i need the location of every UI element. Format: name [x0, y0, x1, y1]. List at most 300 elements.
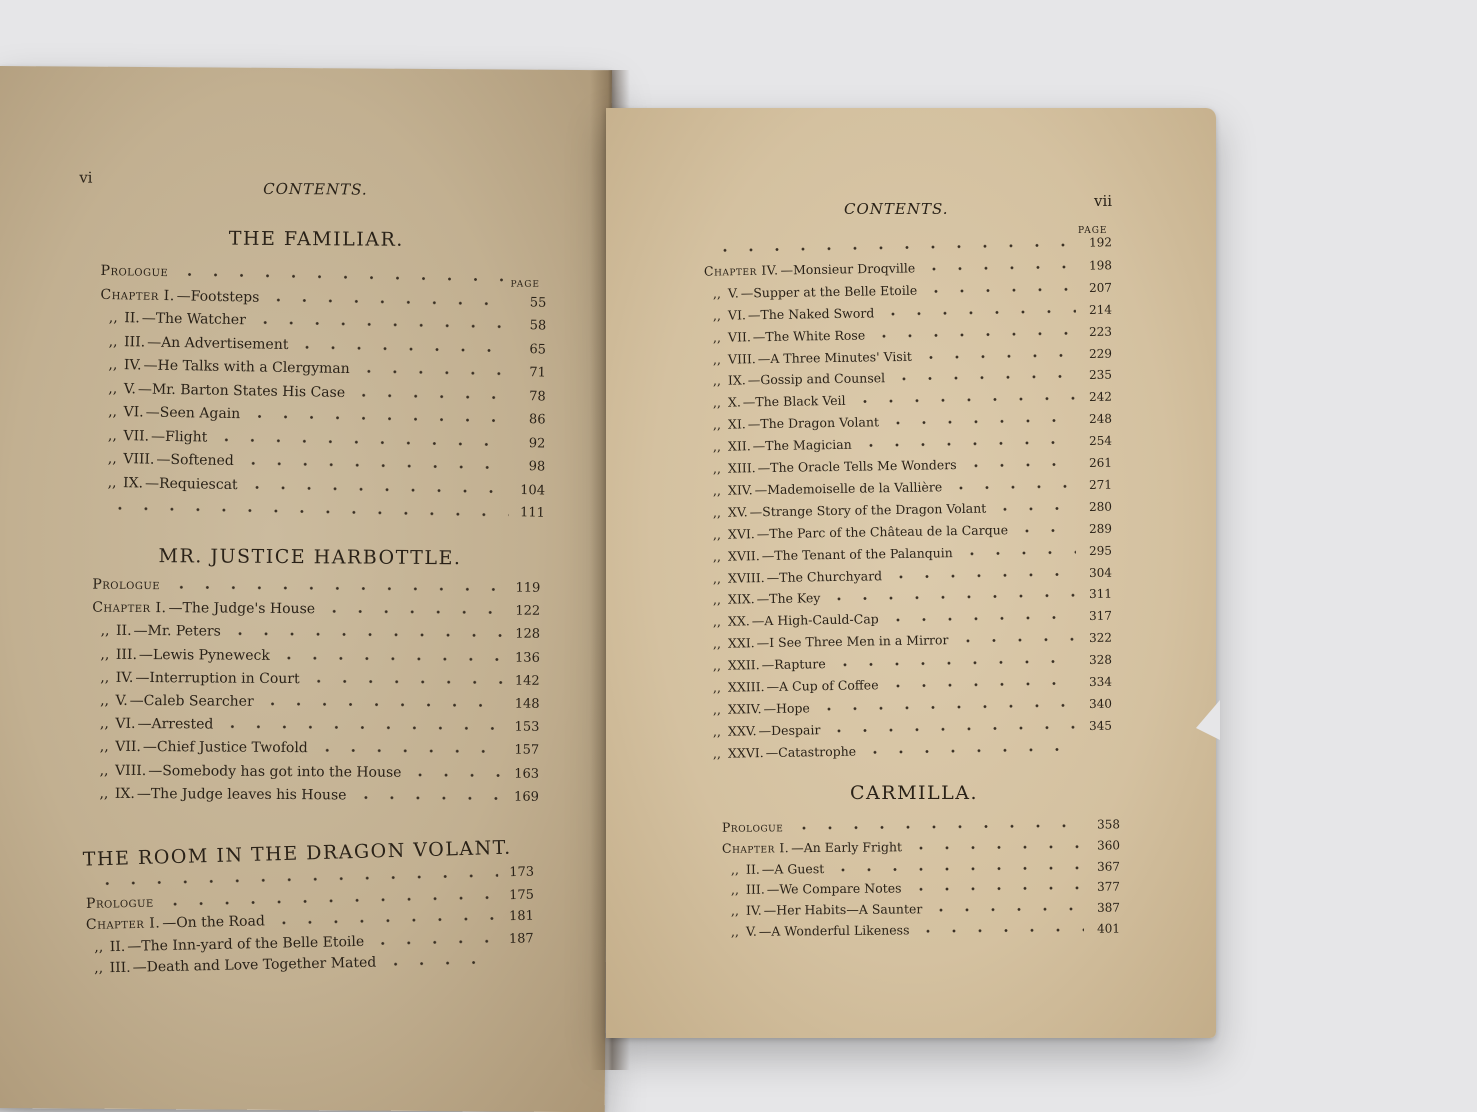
toc-chapter-title: —The Black Veil: [743, 393, 846, 410]
toc-ditto-mark: ,,: [706, 526, 728, 541]
toc-ditto-mark: ,,: [706, 745, 728, 760]
toc-ditto-mark: ,,: [706, 723, 728, 738]
toc-leader-dots: [908, 844, 1084, 850]
toc-chapter-title: —An Early Fright: [791, 839, 902, 855]
toc-chapter-label: III.: [124, 334, 145, 350]
toc-leader-dots: [240, 461, 509, 470]
section-title-carmilla: CARMILLA.: [850, 782, 978, 804]
toc-page-number: 181: [504, 909, 534, 925]
toc-chapter-label: Prologue: [92, 577, 160, 593]
toc-page-number: 367: [1090, 859, 1120, 873]
toc-ditto-mark: ,,: [706, 329, 728, 344]
toc-page-number: 71: [516, 365, 546, 381]
toc-list-dragon-volant: [0, 66, 612, 70]
toc-ditto-mark: ,,: [706, 439, 728, 454]
toc-chapter-label: Chapter I.: [100, 286, 175, 303]
toc-entry: [724, 921, 1120, 942]
toc-ditto-mark: ,,: [706, 680, 728, 695]
toc-page-number: 377: [1090, 880, 1120, 894]
toc-leader-dots: [227, 632, 504, 638]
toc-ditto-mark: ,,: [706, 658, 728, 673]
toc-page-number: 248: [1082, 412, 1112, 426]
toc-ditto-mark: ,,: [93, 716, 115, 732]
toc-chapter-label: IV.: [124, 357, 142, 373]
toc-entry: [706, 608, 1112, 632]
toc-chapter-label: IX.: [115, 786, 135, 802]
toc-chapter-title: —Death and Love Together Mated: [133, 955, 377, 976]
toc-leader-dots: [351, 393, 510, 400]
toc-leader-dots: [162, 895, 498, 906]
toc-page-number: 119: [510, 581, 540, 596]
toc-page-number: 289: [1082, 521, 1112, 535]
toc-entry: [102, 310, 546, 338]
toc-page-number: 111: [515, 505, 545, 521]
toc-leader-dots: [923, 287, 1076, 293]
toc-entry: [706, 717, 1112, 741]
toc-page-number: 153: [509, 720, 539, 735]
toc-chapter-title: —A Wonderful Likeness: [759, 922, 910, 938]
toc-chapter-title: —A High-Cauld-Cap: [752, 612, 879, 629]
toc-chapter-title: —Monsieur Droqville: [780, 260, 915, 277]
toc-entry: [101, 427, 545, 455]
toc-leader-dots: [107, 506, 509, 517]
toc-entry: [77, 498, 545, 526]
toc-leader-dots: [306, 679, 504, 684]
toc-leader-dots: [852, 396, 1076, 404]
toc-leader-dots: [880, 309, 1076, 316]
toc-chapter-title: —Strange Story of the Dragon Volant: [750, 500, 987, 519]
toc-chapter-label: IV.: [746, 903, 762, 918]
toc-page-number: 317: [1082, 609, 1112, 623]
toc-page-number: 128: [510, 627, 540, 642]
toc-leader-dots: [832, 659, 1076, 667]
toc-chapter-title: —The Churchyard: [767, 568, 883, 585]
toc-leader-dots: [959, 550, 1076, 556]
toc-chapter-label: XII.: [728, 438, 751, 453]
toc-chapter-label: XVI.: [728, 526, 755, 541]
toc-leader-dots: [407, 772, 503, 777]
toc-page-number: 254: [1082, 434, 1112, 448]
toc-chapter-title: —He Talks with a Clergyman: [143, 357, 349, 377]
toc-page-number: 311: [1082, 587, 1112, 601]
toc-leader-dots: [948, 484, 1076, 490]
toc-ditto-mark: ,,: [706, 592, 728, 607]
toc-entry: [700, 837, 1120, 859]
toc-chapter-label: XX.: [728, 614, 750, 629]
toc-leader-dots: [260, 702, 504, 708]
toc-leader-dots: [921, 265, 1076, 271]
toc-chapter-label: II.: [124, 310, 140, 326]
toc-ditto-mark: ,,: [88, 939, 110, 955]
toc-chapter-label: XIV.: [728, 482, 753, 497]
toc-ditto-mark: ,,: [706, 285, 728, 300]
toc-chapter-label: IX.: [123, 475, 143, 491]
toc-chapter-label: VII.: [115, 739, 141, 755]
toc-entry: [93, 739, 539, 762]
toc-chapter-title: —The Inn-yard of the Belle Etoile: [127, 933, 364, 954]
toc-ditto-mark: ,,: [706, 483, 728, 498]
toc-ditto-mark: ,,: [94, 669, 116, 685]
toc-chapter-title: —Softened: [156, 452, 234, 469]
toc-entry: [706, 542, 1112, 566]
toc-leader-dots: [915, 928, 1084, 933]
toc-entry: [682, 235, 1112, 260]
toc-page-number: 169: [509, 789, 539, 804]
toc-chapter-label: VIII.: [115, 762, 146, 778]
toc-leader-dots: [246, 414, 509, 423]
section-title-harbottle: MR. JUSTICE HARBOTTLE.: [159, 545, 462, 569]
toc-entry: [706, 564, 1112, 588]
toc-ditto-mark: ,,: [101, 404, 123, 420]
toc-entry: [724, 858, 1120, 879]
toc-entry: [94, 669, 540, 692]
toc-leader-dots: [862, 747, 1076, 754]
toc-chapter-title: —Her Habits—A Saunter: [764, 901, 923, 917]
toc-chapter-label: Chapter IV.: [704, 262, 779, 278]
toc-ditto-mark: ,,: [101, 427, 123, 443]
toc-ditto-mark: ,,: [706, 395, 728, 410]
toc-chapter-label: XIII.: [728, 460, 756, 475]
toc-page-number: 55: [516, 295, 546, 311]
toc-page-number: 157: [509, 743, 539, 758]
page-number-left: vi: [79, 169, 92, 187]
toc-leader-dots: [370, 939, 498, 946]
toc-page-number: 142: [510, 673, 540, 688]
toc-page-number: 214: [1082, 302, 1112, 316]
toc-ditto-mark: ,,: [706, 307, 728, 322]
toc-entry: [70, 577, 540, 600]
toc-entry: [70, 600, 540, 623]
toc-ditto-mark: ,,: [724, 882, 746, 897]
toc-leader-dots: [321, 609, 504, 614]
toc-page-number: 98: [515, 459, 545, 475]
toc-chapter-title: —Supper at the Belle Etoile: [741, 282, 918, 300]
toc-page-number: 295: [1082, 543, 1112, 557]
toc-chapter-label: II.: [116, 623, 132, 639]
toc-entry: [102, 357, 546, 385]
toc-entry: [93, 716, 539, 739]
section-title-dragon-volant: THE ROOM IN THE DRAGON VOLANT.: [83, 837, 512, 871]
toc-page-number: 58: [516, 318, 546, 334]
toc-chapter-title: —An Advertisement: [147, 334, 289, 352]
toc-entry: [94, 623, 540, 646]
toc-ditto-mark: ,,: [87, 960, 109, 976]
toc-chapter-label: Chapter I.: [86, 915, 161, 933]
toc-ditto-mark: ,,: [102, 333, 124, 349]
toc-chapter-label: XIX.: [728, 592, 755, 607]
toc-entry: [93, 762, 539, 785]
toc-chapter-title: —The Naked Sword: [748, 305, 875, 322]
toc-leader-dots: [356, 369, 510, 376]
toc-ditto-mark: ,,: [706, 351, 728, 366]
left-page: [0, 66, 612, 1112]
toc-chapter-title: —A Three Minutes' Visit: [758, 348, 912, 365]
toc-chapter-label: III.: [116, 646, 137, 662]
toc-leader-dots: [858, 440, 1076, 447]
toc-page-number: 207: [1082, 280, 1112, 294]
section-title-familiar: THE FAMILIAR.: [229, 228, 404, 251]
toc-page-number: [516, 282, 546, 283]
toc-chapter-title: —Somebody has got into the House: [148, 763, 401, 781]
toc-chapter-label: VIII.: [123, 451, 154, 468]
toc-page-number: 235: [1082, 368, 1112, 382]
toc-leader-dots: [963, 462, 1076, 468]
running-head-left: CONTENTS.: [263, 180, 368, 199]
toc-chapter-label: V.: [124, 381, 136, 397]
toc-entry: [706, 630, 1112, 654]
toc-page-number: 223: [1082, 324, 1112, 338]
toc-entry: [93, 785, 539, 808]
toc-leader-dots: [352, 795, 502, 800]
toc-entry: [101, 404, 545, 432]
toc-entry: [706, 498, 1112, 522]
toc-entry: [706, 279, 1112, 303]
toc-page-number: 358: [1090, 817, 1120, 831]
toc-chapter-label: XXVI.: [728, 745, 764, 761]
running-head-right: CONTENTS.: [844, 200, 949, 218]
toc-entry: [706, 323, 1112, 347]
toc-page-number: 280: [1082, 499, 1112, 513]
toc-chapter-title: —The White Rose: [753, 327, 866, 344]
toc-entry: [102, 333, 546, 361]
toc-leader-dots: [252, 320, 510, 329]
toc-ditto-mark: ,,: [706, 461, 728, 476]
toc-page-number: [504, 963, 534, 964]
toc-chapter-label: VI.: [728, 307, 746, 322]
toc-entry: [706, 477, 1112, 501]
toc-page-number: 328: [1082, 653, 1112, 667]
toc-page-number: 136: [510, 650, 540, 665]
toc-chapter-title: —Arrested: [137, 716, 213, 733]
toc-chapter-title: —Mademoiselle de la Vallière: [755, 479, 943, 497]
toc-ditto-mark: ,,: [706, 570, 728, 585]
toc-leader-dots: [826, 594, 1076, 602]
toc-page-number: 198: [1082, 258, 1112, 272]
toc-entry: [706, 696, 1112, 720]
toc-chapter-label: VIII.: [728, 351, 756, 366]
toc-leader-dots: [908, 886, 1084, 892]
toc-chapter-title: —Hope: [763, 700, 810, 716]
toc-ditto-mark: ,,: [102, 380, 124, 396]
toc-chapter-label: Prologue: [100, 263, 168, 280]
toc-entry: [724, 900, 1120, 921]
toc-entry: [706, 520, 1112, 544]
toc-entry: [706, 411, 1112, 435]
toc-entry: [724, 879, 1120, 900]
toc-page-number: 192: [1082, 235, 1112, 249]
toc-chapter-title: —Gossip and Counsel: [748, 371, 886, 388]
toc-page-number: 304: [1082, 565, 1112, 579]
toc-leader-dots: [176, 272, 510, 282]
toc-ditto-mark: ,,: [706, 636, 728, 651]
toc-chapter-title: —A Cup of Coffee: [766, 677, 878, 694]
toc-leader-dots: [885, 681, 1076, 688]
toc-chapter-label: IV.: [116, 670, 134, 686]
toc-page-number: 401: [1090, 922, 1120, 936]
toc-chapter-title: —The Judge's House: [168, 600, 315, 617]
toc-chapter-label: Chapter I.: [92, 600, 166, 617]
toc-leader-dots: [712, 243, 1076, 253]
toc-chapter-title: —On the Road: [162, 913, 265, 931]
toc-ditto-mark: ,,: [93, 785, 115, 801]
toc-leader-dots: [1014, 528, 1076, 533]
toc-ditto-mark: ,,: [94, 623, 116, 639]
toc-page-number: 86: [515, 412, 545, 428]
toc-chapter-title: —Lewis Pyneweck: [139, 647, 270, 664]
toc-chapter-title: —A Guest: [762, 861, 825, 877]
toc-leader-dots: [276, 656, 504, 662]
toc-ditto-mark: ,,: [93, 739, 115, 755]
toc-ditto-mark: ,,: [724, 861, 746, 876]
toc-leader-dots: [382, 960, 497, 966]
toc-ditto-mark: ,,: [706, 548, 728, 563]
toc-entry: [706, 389, 1112, 413]
toc-leader-dots: [830, 865, 1084, 871]
toc-page-number: 163: [509, 766, 539, 781]
toc-leader-dots: [826, 725, 1076, 733]
toc-leader-dots: [954, 637, 1076, 643]
toc-entry: [706, 739, 1112, 763]
toc-chapter-label: II.: [110, 938, 126, 954]
toc-entry: [706, 674, 1112, 698]
toc-chapter-label: Prologue: [86, 894, 154, 911]
toc-chapter-title: —Rapture: [762, 656, 826, 672]
toc-chapter-label: V.: [728, 285, 739, 300]
toc-ditto-mark: ,,: [94, 646, 116, 662]
toc-entry: [706, 455, 1112, 479]
toc-chapter-label: III.: [746, 882, 765, 897]
toc-chapter-title: —The Key: [757, 591, 821, 607]
toc-chapter-title: —Flight: [151, 428, 208, 445]
right-page: [606, 108, 1216, 1038]
toc-entry: [706, 367, 1112, 391]
toc-chapter-label: XVIII.: [728, 570, 765, 586]
toc-chapter-title: —The Judge leaves his House: [137, 786, 347, 803]
toc-chapter-label: XI.: [728, 417, 746, 432]
toc-leader-dots: [168, 585, 504, 591]
toc-entry: [78, 263, 546, 291]
toc-ditto-mark: ,,: [93, 762, 115, 778]
toc-entry: [101, 474, 545, 502]
toc-ditto-mark: ,,: [101, 451, 123, 467]
page-number-right: vii: [1094, 192, 1112, 210]
toc-leader-dots: [244, 485, 509, 494]
toc-chapter-title: —Requiescat: [145, 475, 238, 493]
toc-chapter-title: —The Oracle Tells Me Wonders: [758, 457, 957, 475]
toc-ditto-mark: ,,: [101, 474, 123, 490]
toc-chapter-label: V.: [746, 924, 757, 939]
toc-chapter-label: IX.: [728, 373, 746, 388]
page-column-label-right: PAGE: [1078, 226, 1108, 236]
toc-leader-dots: [219, 725, 503, 731]
toc-chapter-label: XV.: [728, 504, 748, 519]
toc-page-number: 173: [504, 865, 534, 881]
toc-chapter-label: VI.: [123, 404, 143, 420]
toc-entry: [101, 451, 545, 479]
toc-chapter-title: —The Tenant of the Palanquin: [762, 545, 953, 563]
toc-chapter-label: VII.: [123, 428, 149, 444]
toc-chapter-title: —The Dragon Volant: [748, 414, 879, 431]
toc-ditto-mark: ,,: [706, 504, 728, 519]
toc-page-number: 322: [1082, 631, 1112, 645]
toc-leader-dots: [891, 375, 1076, 382]
toc-chapter-title: —I See Three Men in a Mirror: [757, 632, 949, 650]
toc-entry: [706, 345, 1112, 369]
toc-chapter-title: —The Watcher: [142, 310, 246, 328]
toc-ditto-mark: ,,: [102, 310, 124, 326]
toc-list-harbottle: [0, 66, 612, 70]
toc-ditto-mark: ,,: [724, 924, 746, 939]
toc-ditto-mark: ,,: [706, 417, 728, 432]
toc-chapter-label: X.: [728, 395, 741, 410]
toc-leader-dots: [871, 331, 1076, 338]
toc-chapter-title: —Chief Justice Twofold: [143, 739, 308, 756]
toc-chapter-label: V.: [116, 693, 128, 709]
toc-ditto-mark: ,,: [706, 702, 728, 717]
toc-entry: [94, 646, 540, 669]
toc-page-number: 360: [1090, 838, 1120, 852]
toc-ditto-mark: ,,: [706, 614, 728, 629]
toc-entry: [102, 380, 546, 408]
toc-page-number: 175: [504, 887, 534, 903]
toc-page-number: 187: [504, 931, 534, 947]
toc-page-number: 92: [515, 435, 545, 451]
toc-chapter-label: III.: [109, 960, 130, 976]
toc-leader-dots: [94, 873, 498, 885]
toc-leader-dots: [888, 572, 1076, 579]
toc-chapter-label: XVII.: [728, 548, 760, 563]
toc-chapter-label: XXIV.: [728, 701, 762, 717]
toc-chapter-title: —The Magician: [753, 437, 852, 454]
toc-ditto-mark: ,,: [706, 373, 728, 388]
toc-chapter-title: —Seen Again: [146, 404, 241, 422]
toc-page-number: 387: [1090, 901, 1120, 915]
toc-leader-dots: [265, 297, 510, 305]
toc-chapter-title: —Mr. Barton States His Case: [138, 381, 345, 401]
toc-page-number: 122: [510, 604, 540, 619]
toc-page-number: 104: [515, 482, 545, 498]
toc-chapter-title: —We Compare Notes: [767, 881, 902, 897]
toc-chapter-label: XXII.: [728, 657, 760, 672]
toc-page-number: 229: [1082, 346, 1112, 360]
toc-entry: [706, 301, 1112, 325]
toc-page-number: 334: [1082, 675, 1112, 689]
toc-page-number: 78: [516, 388, 546, 404]
toc-leader-dots: [992, 506, 1076, 511]
toc-chapter-label: XXV.: [728, 723, 757, 738]
toc-ditto-mark: ,,: [102, 357, 124, 373]
toc-page-number: 261: [1082, 456, 1112, 470]
toc-chapter-title: —Caleb Searcher: [130, 693, 254, 710]
toc-leader-dots: [213, 437, 509, 446]
toc-chapter-label: Prologue: [722, 819, 783, 835]
toc-chapter-label: XXI.: [728, 635, 755, 650]
toc-list-familiar: [0, 66, 612, 70]
toc-chapter-title: —Interruption in Court: [135, 670, 299, 687]
toc-entry: [706, 586, 1112, 610]
page-column-label: PAGE: [510, 280, 540, 290]
toc-page-number: 65: [516, 341, 546, 357]
toc-chapter-title: —The Parc of the Château de la Carque: [757, 522, 1009, 541]
toc-entry: [706, 652, 1112, 676]
toc-ditto-mark: ,,: [724, 903, 746, 918]
toc-page-number: 345: [1082, 718, 1112, 732]
toc-chapter-label: II.: [746, 861, 760, 876]
toc-entry: [706, 433, 1112, 457]
toc-chapter-label: VII.: [728, 329, 751, 344]
toc-entry: [682, 257, 1112, 282]
toc-chapter-title: —Mr. Peters: [134, 623, 221, 640]
